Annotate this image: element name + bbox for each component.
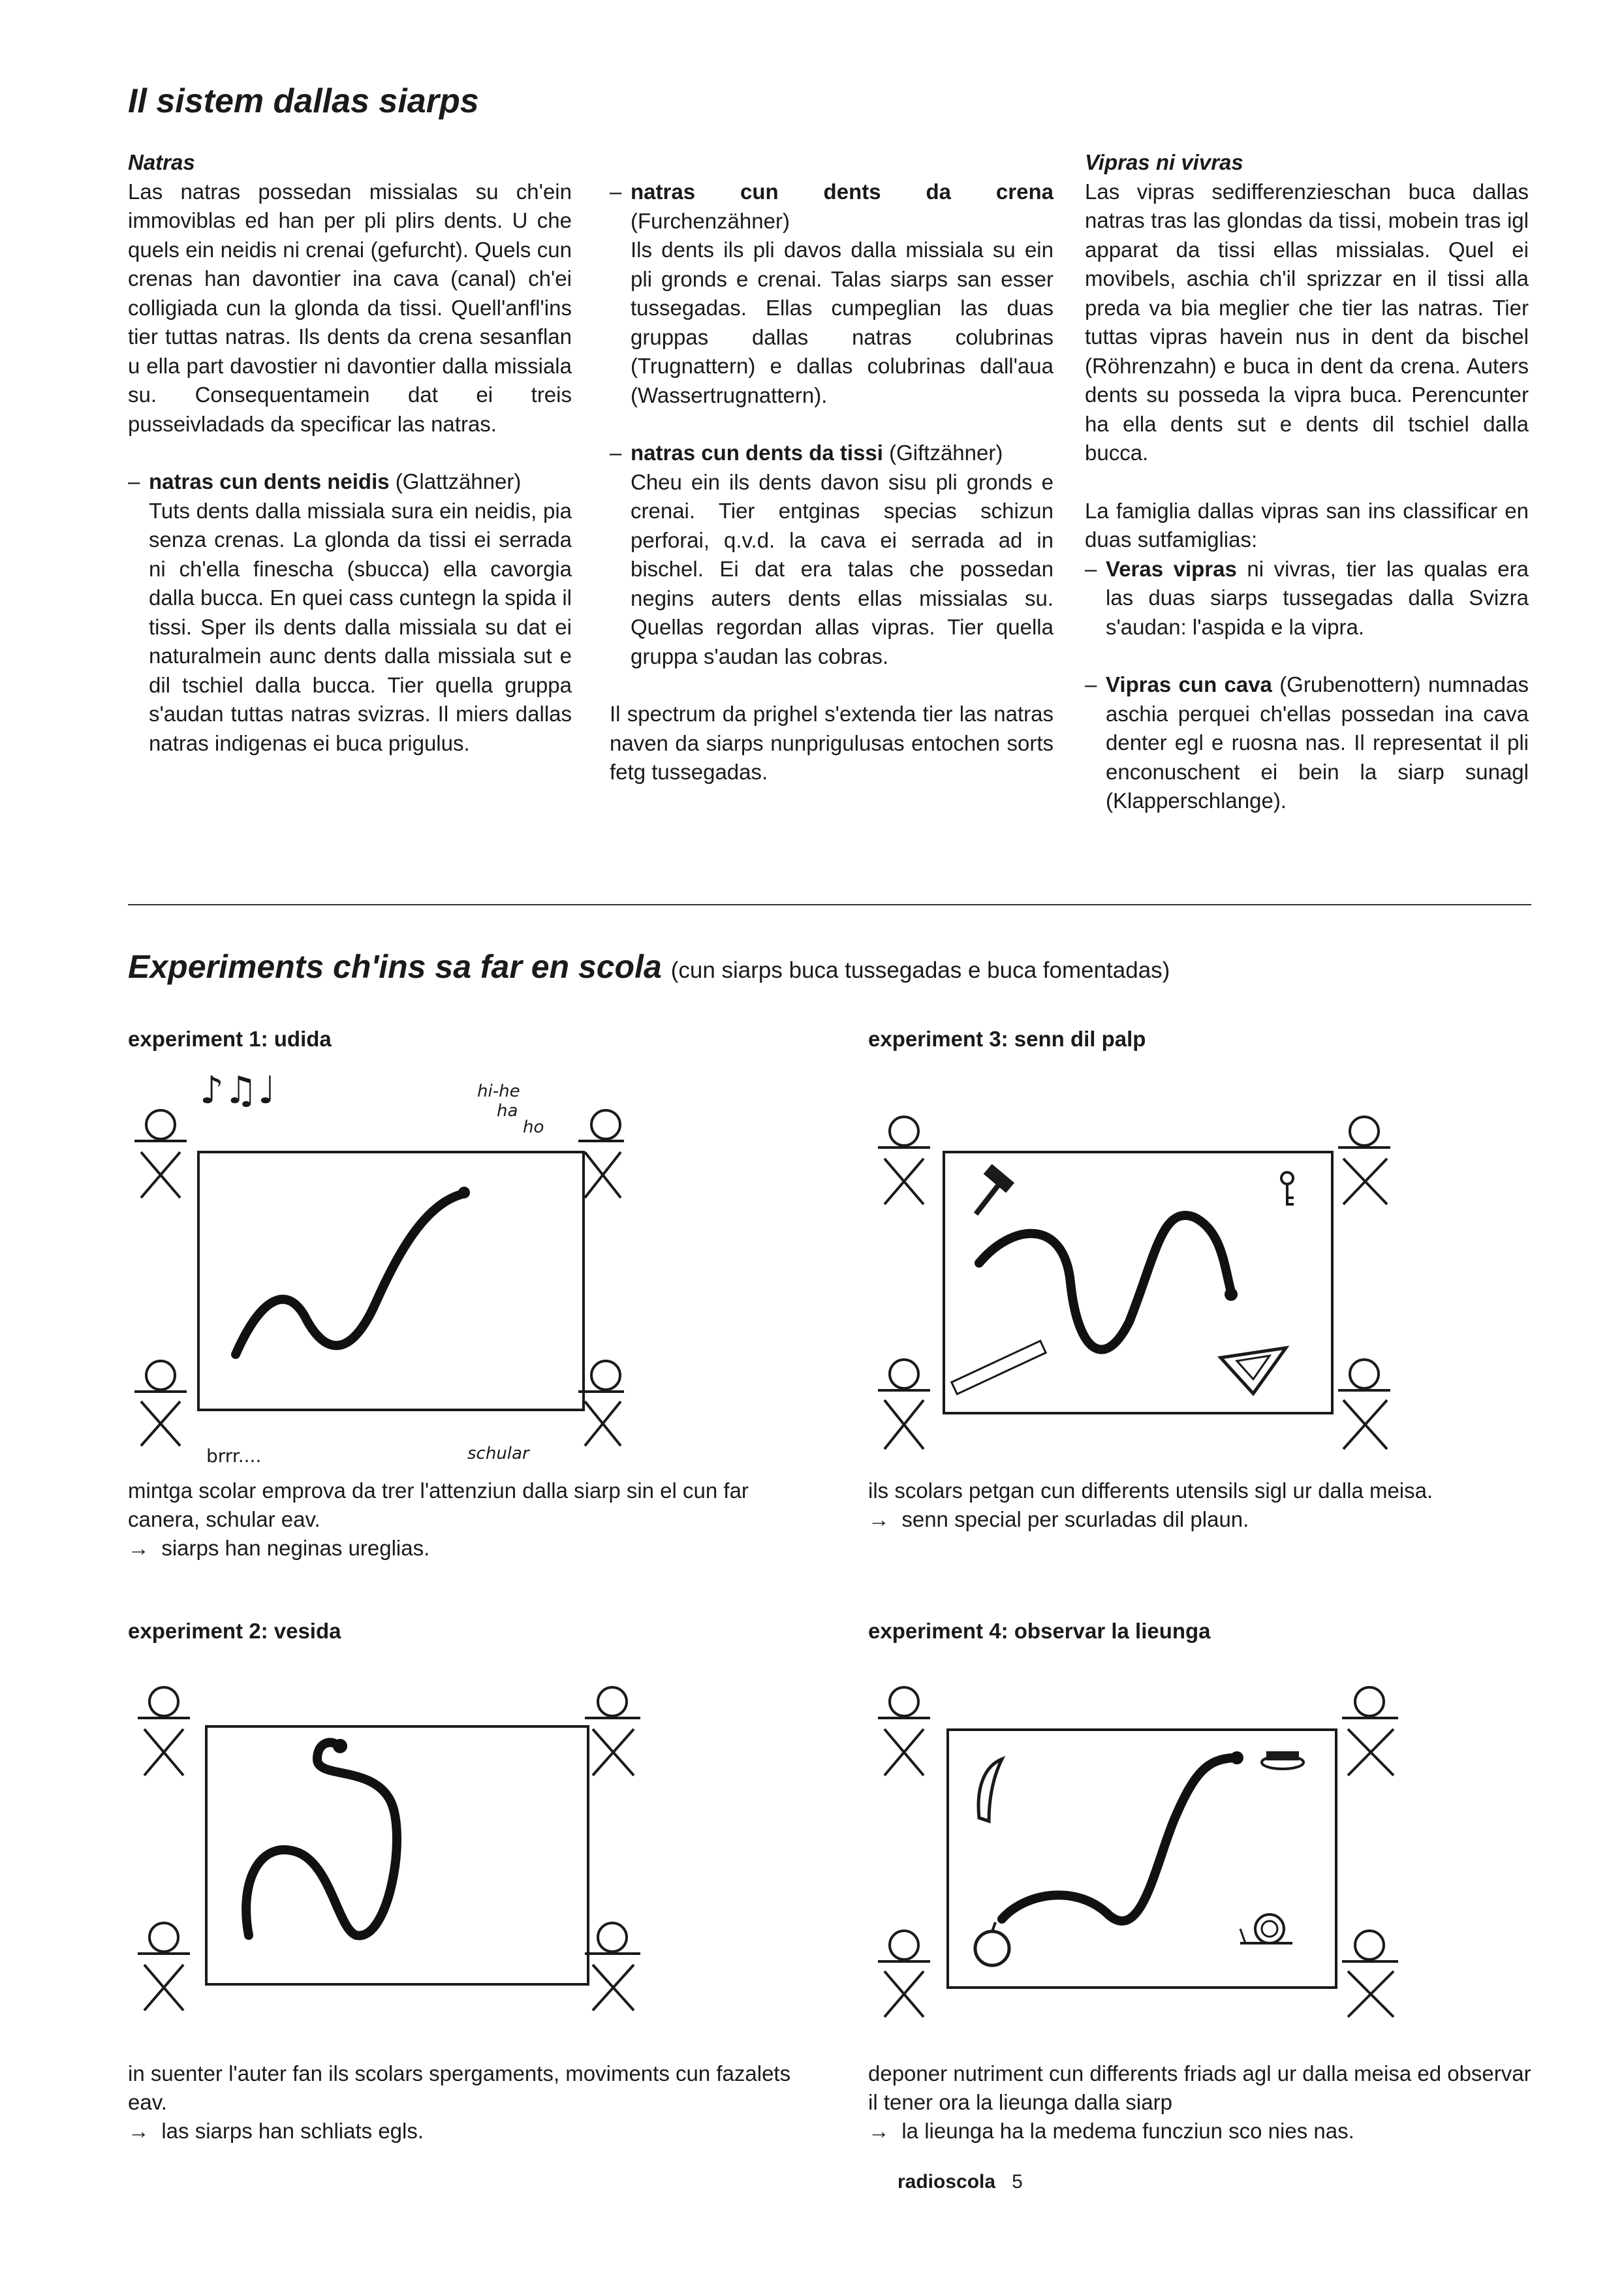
snake-icon <box>1002 1758 1234 1921</box>
stick-figure-icon <box>138 1923 190 2010</box>
page-footer <box>898 2171 1023 2193</box>
vipras-intro: Las vipras sedifferenzieschan buca dallas natras tras las glondas da tissi, mobein tras igl apparat da tissi ellas missialas. Quel ei movibels, aschia ch'il sprizzar en il tissi alla preda va bia meglier che tier las natras. Tier tuttas vipras havein nus in dent da bischel (Röhrenzahn) e buca in dent da crena. Auters dents su posseda la vipra buca. Perencunter ha ella dents sut e dents dil tschiel dalla bucca. <box>1085 179 1529 465</box>
item-term: Veras vipras <box>1106 556 1237 581</box>
stick-figure-icon <box>134 1361 187 1446</box>
list-dash: – <box>1085 556 1097 581</box>
column-vipras <box>1085 148 1529 816</box>
natras-intro: Las natras possedan missialas su ch'ein immoviblas ed han per pli plirs dents. U che quels ein neidis ni crenai (gefurcht). Quels cun crenas han davontier ina cava (canal) ch'ei colligiada cun la glonda da tissi. Quell'anfl'ins tier tuttas natras. Ils dents da crena sesanflan u ella part davostier ni davontier dalla missiala su. Consequentamein dat ei treis pusseivladads da specificar las natras. <box>128 179 572 436</box>
experiments-title: Experiments ch'ins sa far en scola <box>128 948 662 985</box>
danger-spectrum: Il spectrum da prighel s'extenda tier las natras naven da siarps nunprigulusas entochen sorts fetg tussegadas. <box>610 702 1054 784</box>
item-text: ni vivras, tier las qualas era las duas siarps tussegadas dalla Svizra s'audan: l'aspida e la vipra. <box>1106 556 1529 639</box>
set-square-icon <box>1221 1348 1286 1394</box>
cake-icon <box>1262 1751 1304 1769</box>
stick-figure-icon <box>1338 1360 1390 1449</box>
music-notes-icon: ♪♫♩ <box>200 1068 276 1112</box>
stick-figure-icon <box>878 1360 930 1449</box>
experiment-4-sketch <box>868 1668 1443 2059</box>
item-gloss: (Furchenzähner) <box>631 208 790 233</box>
stick-figure-icon <box>1342 1687 1398 1775</box>
item-text: Tuts dents dalla missiala sura ein neidis, pia senza crenas. La glonda da tissi ei serrada ni ch'ella finescha (sbucca) ella cavorgia dalla bucca. En quei cass cuntegn la spida il tissi. Sper ils dents dalla missiala su dat ei naturalmein aunc dents dalla missiala sut e dil tschiel dalla bucca. Tier quella gruppa s'audan tuttas natras svizras. Il miers dallas natras indigenas ei buca prigulus. <box>149 498 572 755</box>
arrow-icon: → <box>128 1536 149 1560</box>
list-item-veras-vipras <box>1085 555 1529 642</box>
item-text: (Grubenottern) numnadas aschia perquei ch'ellas possedan ina cava denter egl e ruosna nas. Il representat il pli enconuschent ei bein la siarp sunagl (Klapperschlange). <box>1106 672 1529 813</box>
footer-brand: radioscola <box>898 2171 996 2193</box>
list-dash: – <box>610 441 622 465</box>
column-dents <box>610 178 1054 787</box>
experiment-4-title: experiment 4: observar la lieunga <box>868 1619 1211 1643</box>
experiment-2-sketch <box>128 1668 644 2079</box>
snake-icon <box>236 1194 461 1354</box>
list-dash: – <box>1085 672 1097 696</box>
experiment-3-caption <box>868 1476 1534 1534</box>
item-gloss: (Giftzähner) <box>889 441 1003 465</box>
brrr-text: brrr.... <box>206 1445 262 1467</box>
experiment-4-caption <box>868 2059 1534 2146</box>
schular-text: schular <box>467 1444 529 1463</box>
page-title: Il sistem dallas siarps <box>128 82 479 120</box>
stick-figure-icon <box>878 1931 930 2017</box>
experiment-1-title: experiment 1: udida <box>128 1027 332 1051</box>
experiment-1-result: → siarps han neginas ureglias. <box>128 1536 430 1560</box>
laugh-text: ho <box>523 1117 544 1137</box>
list-item-furchenzaehner <box>610 178 1054 410</box>
experiment-3-desc: ils scolars petgan cun differents utensils sigl ur dalla meisa. <box>868 1478 1433 1503</box>
list-item-vipras-cun-cava <box>1085 670 1529 816</box>
experiment-1-desc: mintga scolar emprova da trer l'attenziun dalla siarp sin el cun far canera, schular eav. <box>128 1478 749 1531</box>
experiment-2-caption <box>128 2059 813 2146</box>
arrow-icon: → <box>868 1507 890 1531</box>
snake-icon <box>246 1742 397 1935</box>
snail-icon <box>1240 1914 1292 1943</box>
stick-figure-icon <box>578 1361 624 1446</box>
stick-figure-icon <box>1342 1931 1398 2017</box>
experiment-2-title: experiment 2: vesida <box>128 1619 341 1643</box>
vipras-family: La famiglia dallas vipras san ins classificar en duas sutfamiglias: <box>1085 498 1529 552</box>
item-term: Vipras cun cava <box>1106 672 1272 696</box>
experiment-3-result: → senn special per scurladas dil plaun. <box>868 1507 1249 1531</box>
experiment-1-sketch <box>128 1054 624 1472</box>
arrow-icon: → <box>128 2119 149 2143</box>
item-term: natras cun dents neidis <box>149 469 390 493</box>
experiment-3-sketch <box>868 1087 1443 1478</box>
stick-figure-icon <box>585 1923 640 2010</box>
laugh-text: hi-he <box>477 1082 520 1101</box>
experiment-2-result: → las siarps han schliats egls. <box>128 2119 424 2143</box>
snake-icon <box>979 1215 1230 1350</box>
experiment-1-caption <box>128 1476 813 1563</box>
section-heading-natras: Natras <box>128 150 195 174</box>
stick-figure-icon <box>578 1110 624 1198</box>
page-number: 5 <box>1012 2171 1023 2193</box>
experiments-subtitle: (cun siarps buca tussegadas e buca fomentadas) <box>670 958 1170 983</box>
experiments-heading <box>128 948 1170 986</box>
column-natras <box>128 148 572 758</box>
item-gloss: (Glattzähner) <box>395 469 522 493</box>
item-text: Cheu ein ils dents davon sisu pli gronds e crenai. Tier entginas specias schizun perforai, q.v.d. la cava ei serrada ad in bischel. Ei dat era talas che possedan negins auters dents ellas missialas su. Quellas regordan allas vipras. Tier quella gruppa s'audan las cobras. <box>631 469 1054 668</box>
stick-figure-icon <box>878 1117 930 1204</box>
list-item-glattzaehner <box>128 467 572 758</box>
laugh-text: ha <box>497 1101 518 1121</box>
apple-icon <box>975 1922 1009 1965</box>
list-item-giftzaehner <box>610 439 1054 671</box>
list-dash: – <box>610 180 622 204</box>
hammer-icon <box>976 1164 1014 1214</box>
stick-figure-icon <box>1338 1117 1390 1204</box>
item-term: natras cun dents da crena <box>631 180 1054 204</box>
ruler-icon <box>952 1341 1046 1394</box>
section-divider <box>128 904 1531 905</box>
stick-figure-icon <box>585 1687 640 1775</box>
item-term: natras cun dents da tissi <box>631 441 883 465</box>
stick-figure-icon <box>134 1110 187 1198</box>
section-heading-vipras: Vipras ni vivras <box>1085 150 1243 174</box>
experiment-3-title: experiment 3: senn dil palp <box>868 1027 1146 1051</box>
arrow-icon: → <box>868 2119 890 2143</box>
experiment-4-desc: deponer nutriment cun differents friads agl ur dalla meisa ed observar il tener ora la lieunga dalla siarp <box>868 2061 1531 2114</box>
stick-figure-icon <box>878 1687 930 1775</box>
experiment-4-result: → la lieunga ha la medema funcziun sco nies nas. <box>868 2119 1354 2143</box>
list-dash: – <box>128 469 140 493</box>
stick-figure-icon <box>138 1687 190 1775</box>
item-text: Ils dents ils pli davos dalla missiala su ein pli gronds e crenai. Talas siarps san esser tussegadas. Ellas cumpeglian las duas gruppas dallas natras colubrinas (Trugnattern) e dallas colubrinas dall'aua (Wassertrugnattern). <box>631 238 1054 407</box>
experiment-2-desc: in suenter l'auter fan ils scolars spergaments, moviments cun fazalets eav. <box>128 2061 791 2114</box>
banana-icon <box>978 1759 1002 1821</box>
key-icon <box>1281 1172 1294 1206</box>
